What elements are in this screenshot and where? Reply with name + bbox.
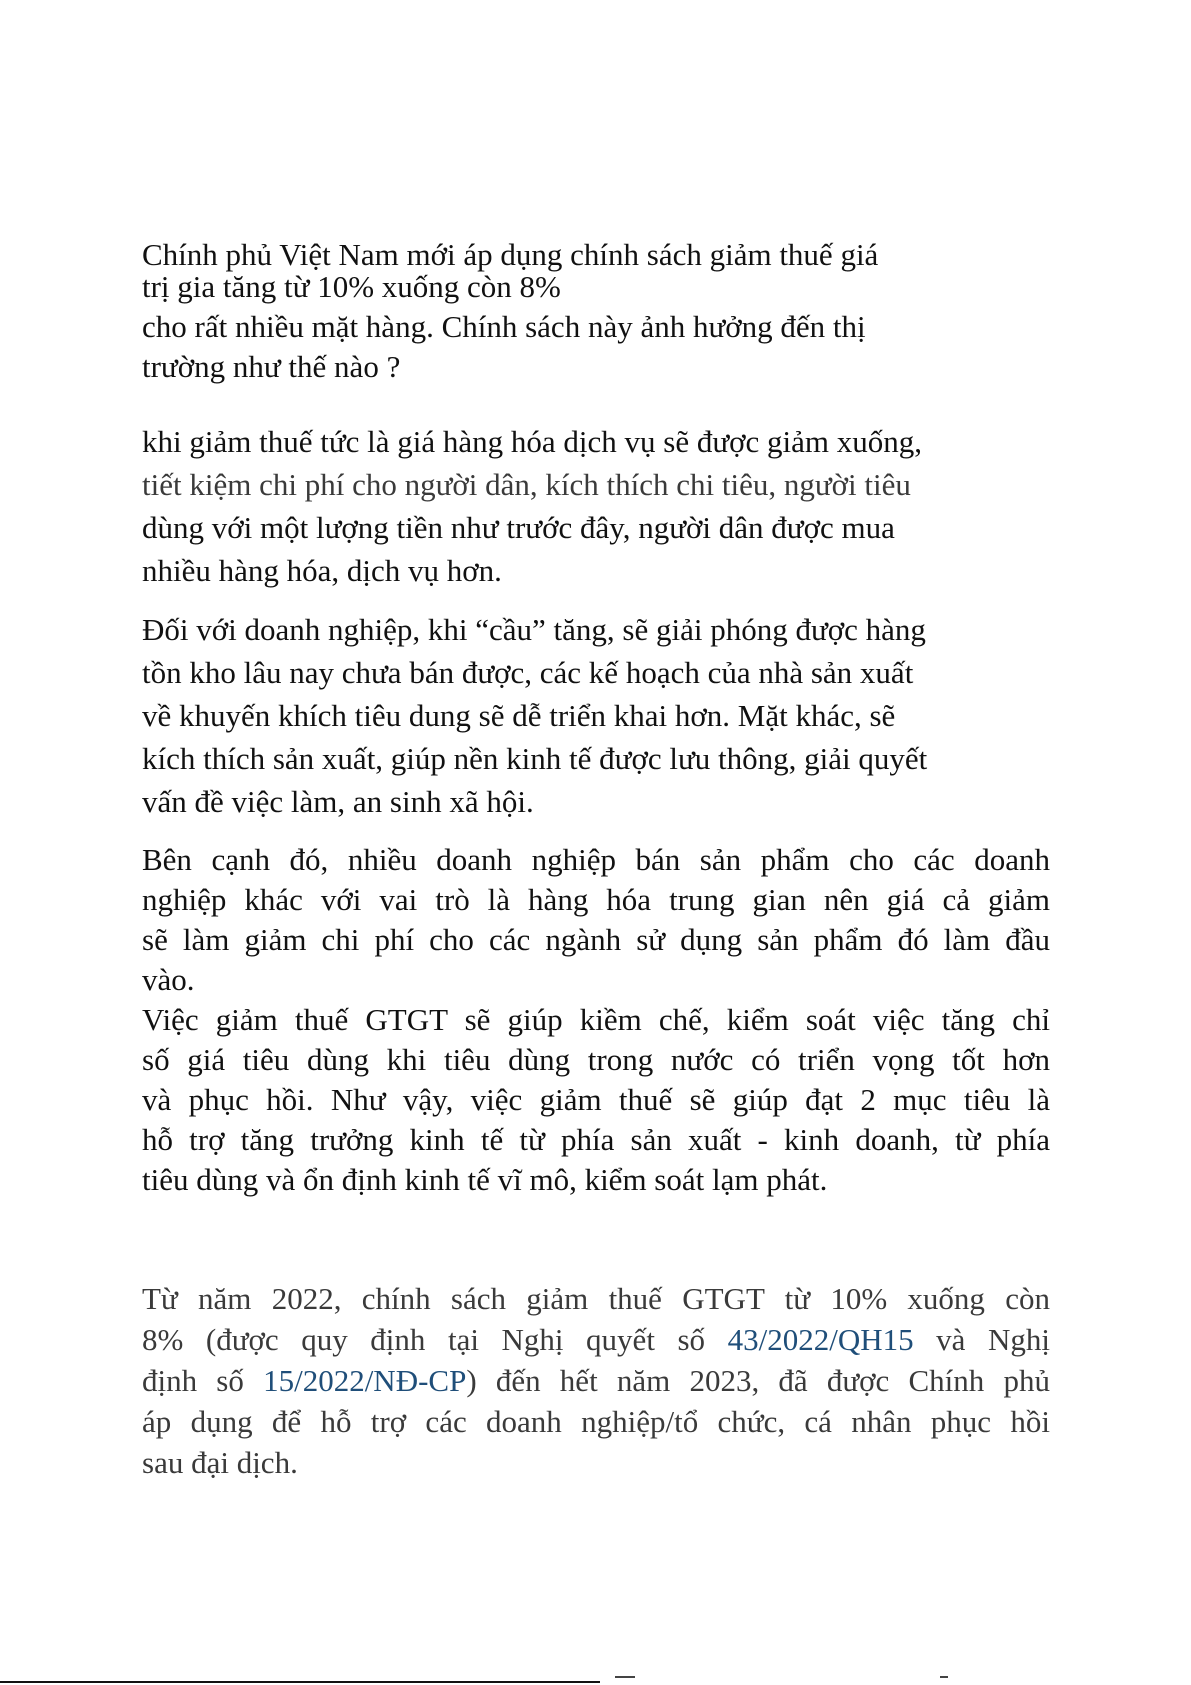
- text-line: Bên cạnh đó, nhiều doanh nghiệp bán sản phẩm cho các doanh: [142, 842, 1050, 877]
- text-line: tồn kho lâu nay chưa bán được, các kế hoạch của nhà sản xuất: [142, 655, 914, 690]
- text-line: Đối với doanh nghiệp, khi “cầu” tăng, sẽ giải phóng được hàng: [142, 612, 926, 647]
- paragraph-business-effect: [142, 608, 1052, 823]
- text-line: áp dụng để hỗ trợ các doanh nghiệp/tổ chức, cá nhân phục hồi: [142, 1404, 1050, 1439]
- text-line: sẽ làm giảm chi phí cho các ngành sử dụng sản phẩm đó làm đầu: [142, 922, 1050, 957]
- text-line: trị gia tăng từ 10% xuống còn 8%: [142, 269, 561, 304]
- decree-link[interactable]: 15/2022/NĐ-CP: [263, 1363, 467, 1398]
- text-line: nhiều hàng hóa, dịch vụ hơn.: [142, 553, 502, 588]
- text-line: hỗ trợ tăng trưởng kinh tế từ phía sản xuất - kinh doanh, từ phía: [142, 1122, 1050, 1157]
- text-line: dùng với một lượng tiền như trước đây, người dân được mua: [142, 510, 895, 545]
- paragraph-consumer-effect: [142, 420, 1042, 592]
- text-line: cho rất nhiều mặt hàng. Chính sách này ảnh hưởng đến thị: [142, 309, 866, 344]
- text-line: số giá tiêu dùng khi tiêu dùng trong nước có triển vọng tốt hơn: [142, 1042, 1050, 1077]
- text-line: tiết kiệm chi phí cho người dân, kích thích chi tiêu, người tiêu: [142, 467, 911, 502]
- text-line: [142, 1319, 1050, 1360]
- text-line: khi giảm thuế tức là giá hàng hóa dịch vụ sẽ được giảm xuống,: [142, 424, 923, 459]
- text-line: sau đại dịch.: [142, 1445, 298, 1480]
- paragraph-intermediate-goods: [142, 840, 1050, 1200]
- footer-divider: [0, 1681, 600, 1683]
- text-line: vào.: [142, 962, 195, 997]
- resolution-link[interactable]: 43/2022/QH15: [727, 1322, 914, 1357]
- footer-mark: [615, 1676, 635, 1684]
- text-line: Chính phủ Việt Nam mới áp dụng chính sách giảm thuế giá: [142, 237, 879, 272]
- text-line: kích thích sản xuất, giúp nền kinh tế được lưu thông, giải quyết: [142, 741, 928, 776]
- text-line: vấn đề việc làm, an sinh xã hội.: [142, 784, 534, 819]
- text-fragment: ) đến hết năm 2023, đã được Chính phủ: [466, 1363, 1050, 1398]
- footer-mark: [940, 1676, 948, 1684]
- paragraph-policy-reference: [142, 1278, 1050, 1483]
- text-line: Từ năm 2022, chính sách giảm thuế GTGT từ 10% xuống còn: [142, 1281, 1050, 1316]
- text-fragment: và Nghị: [913, 1322, 1050, 1357]
- text-fragment: 8% (được quy định tại Nghị quyết số: [142, 1322, 728, 1357]
- text-line: trường như thế nào ?: [142, 349, 401, 384]
- text-fragment: định số: [142, 1363, 264, 1398]
- text-line: [142, 1360, 1050, 1401]
- text-line: nghiệp khác với vai trò là hàng hóa trung gian nên giá cả giảm: [142, 882, 1050, 917]
- text-line: và phục hồi. Như vậy, việc giảm thuế sẽ giúp đạt 2 mục tiêu là: [142, 1082, 1050, 1117]
- text-line: về khuyến khích tiêu dung sẽ dễ triển khai hơn. Mặt khác, sẽ: [142, 698, 896, 733]
- text-line: Việc giảm thuế GTGT sẽ giúp kiềm chế, kiểm soát việc tăng chỉ: [142, 1002, 1050, 1037]
- text-line: tiêu dùng và ổn định kinh tế vĩ mô, kiểm soát lạm phát.: [142, 1162, 828, 1197]
- question-heading: [142, 239, 1002, 383]
